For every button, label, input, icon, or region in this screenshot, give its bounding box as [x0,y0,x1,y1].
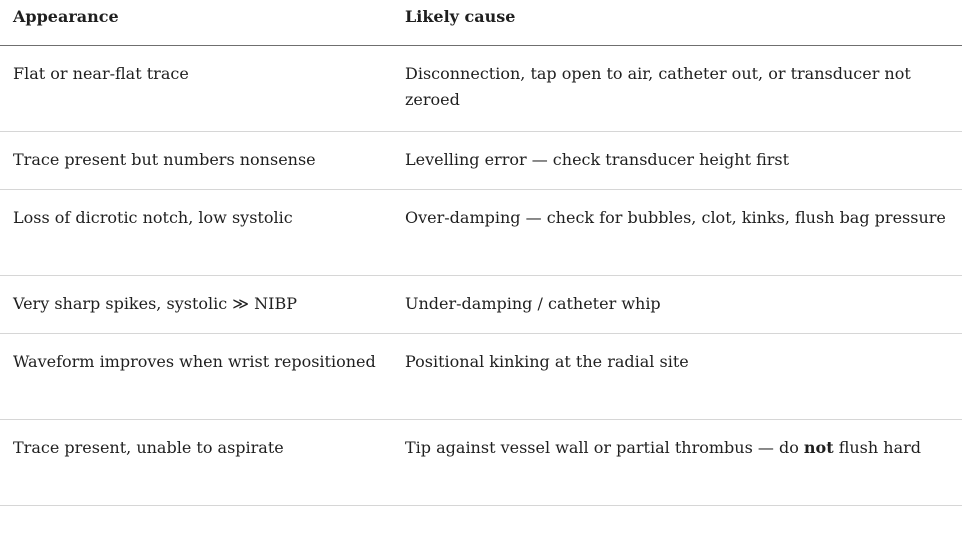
header-appearance: Appearance [0,0,392,45]
appearance-cell: Flat or near-flat trace [0,45,392,131]
cause-cell: Disconnection, tap open to air, catheter out, or transducer not zeroed [392,45,962,131]
cause-text-after: flush hard [833,437,922,457]
table-row [0,419,962,505]
cause-emphasis: not [803,437,834,457]
appearance-cell: Loss of dicrotic notch, low systolic [0,189,392,275]
table-row [0,189,962,275]
cause-cell: Under-damping / catheter whip [392,275,962,333]
cause-cell: Over-damping — check for bubbles, clot, kinks, flush bag pressure [392,189,962,275]
cause-text-before: Tip against vessel wall or partial thrombus — do [405,437,804,457]
header-likely-cause: Likely cause [392,0,962,45]
appearance-cell: Waveform improves when wrist repositioned [0,333,392,419]
cause-cell: Levelling error — check transducer height first [392,131,962,189]
appearance-cell: Very sharp spikes, systolic ≫ NIBP [0,275,392,333]
cause-cell: Positional kinking at the radial site [392,333,962,419]
table-row [0,45,962,131]
appearance-cell: Trace present but numbers nonsense [0,131,392,189]
appearance-cell: Trace present, unable to aspirate [0,419,392,505]
table-row [0,333,962,419]
table-row [0,275,962,333]
table-row [0,131,962,189]
cause-cell [392,419,962,505]
table-header-row [0,0,962,45]
